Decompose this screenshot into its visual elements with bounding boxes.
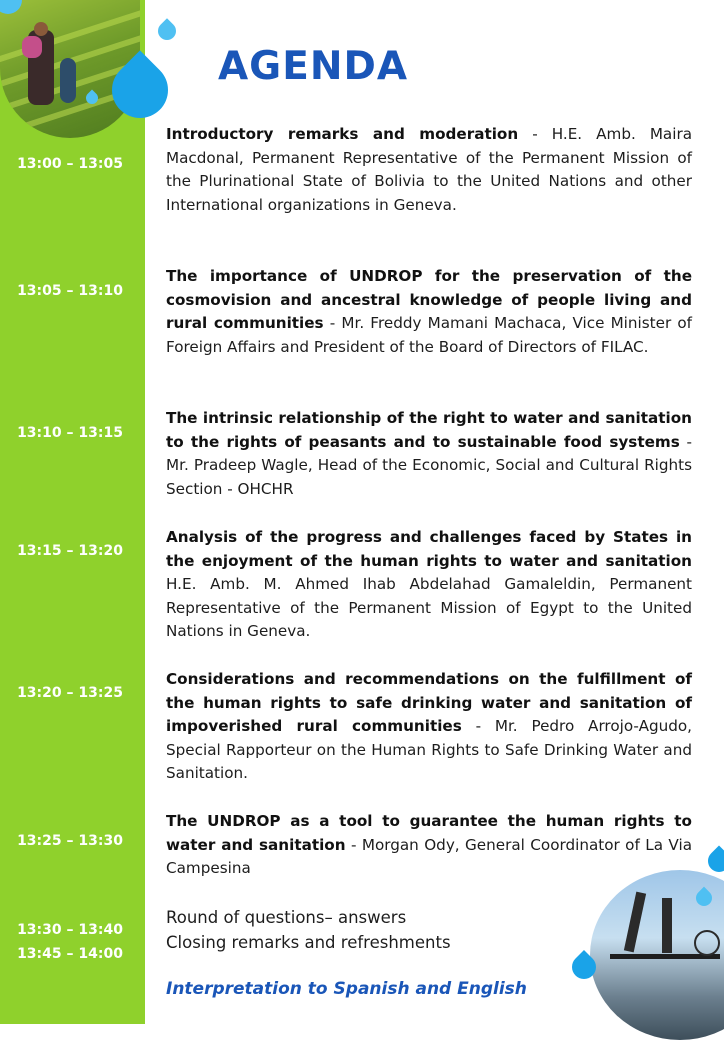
farmers-photo: [0, 0, 140, 138]
agenda-time: 13:00 – 13:05: [17, 156, 123, 172]
agenda-time: 13:15 – 13:20: [17, 543, 123, 559]
agenda-item: [166, 810, 692, 881]
agenda-item-speaker: - Mr. Freddy Mamani Machaca, Vice Minister of Foreign Affairs and President of the Board of Directors of FILAC.: [166, 314, 692, 356]
agenda-item: [166, 123, 692, 217]
sidebar: [0, 0, 145, 1024]
agenda-item-speaker: - Morgan Ody, General Coordinator of La Via Campesina: [166, 835, 692, 877]
agenda-time: 13:10 – 13:15: [17, 425, 123, 441]
water-drop-icon: [154, 18, 179, 43]
agenda-time: 13:20 – 13:25: [17, 685, 123, 701]
agenda-time: 13:25 – 13:30: [17, 833, 123, 849]
agenda-item-title: Introductory remarks and moderation: [166, 125, 519, 143]
agenda-item-title: Considerations and recommendations on the fulfillment of the human rights to safe drinking water and sanitation of impoverished rural communities: [166, 670, 692, 735]
agenda-time: 13:05 – 13:10: [17, 283, 123, 299]
agenda-item: [166, 407, 692, 501]
agenda-item-speaker: H.E. Amb. M. Ahmed Ihab Abdelahad Gamaleldin, Permanent Representative of the Permanent Mission of Egypt to the United Nations in Geneva.: [166, 575, 692, 640]
agenda-item-speaker: - Mr. Pradeep Wagle, Head of the Economic, Social and Cultural Rights Section - OHCHR: [166, 432, 692, 498]
agenda-time: 13:30 – 13:40: [17, 922, 123, 938]
water-drop-icon: [703, 845, 724, 876]
agenda-item-title: The importance of UNDROP for the preservation of the cosmovision and ancestral knowledge of people living and rural communities: [166, 267, 692, 332]
agenda-item: [166, 265, 692, 359]
agenda-item: [166, 668, 692, 786]
agenda-time: 13:45 – 14:00: [17, 946, 123, 962]
agenda-item-speaker: - H.E. Amb. Maira Macdonal, Permanent Representative of the Permanent Mission of the Plurinational State of Bolivia to the United Nations and other International organizations in Geneva.: [166, 125, 693, 214]
closing-item: Closing remarks and refreshments: [166, 933, 451, 952]
agenda-item: [166, 526, 692, 644]
agenda-item-title: The intrinsic relationship of the right to water and sanitation to the rights of peasants and to sustainable food systems: [166, 409, 692, 451]
interpretation-note: Interpretation to Spanish and English: [166, 979, 527, 999]
agenda-item-title: The UNDROP as a tool to guarantee the human rights to water and sanitation: [166, 812, 692, 854]
closing-item: Round of questions– answers: [166, 908, 407, 927]
agenda-item-title: Analysis of the progress and challenges faced by States in the enjoyment of the human rights to water and sanitation: [166, 528, 692, 570]
agenda-item-speaker: - Mr. Pedro Arrojo-Agudo, Special Rapporteur on the Human Rights to Safe Drinking Water and Sanitation.: [166, 717, 692, 782]
page-title: AGENDA: [218, 44, 409, 89]
